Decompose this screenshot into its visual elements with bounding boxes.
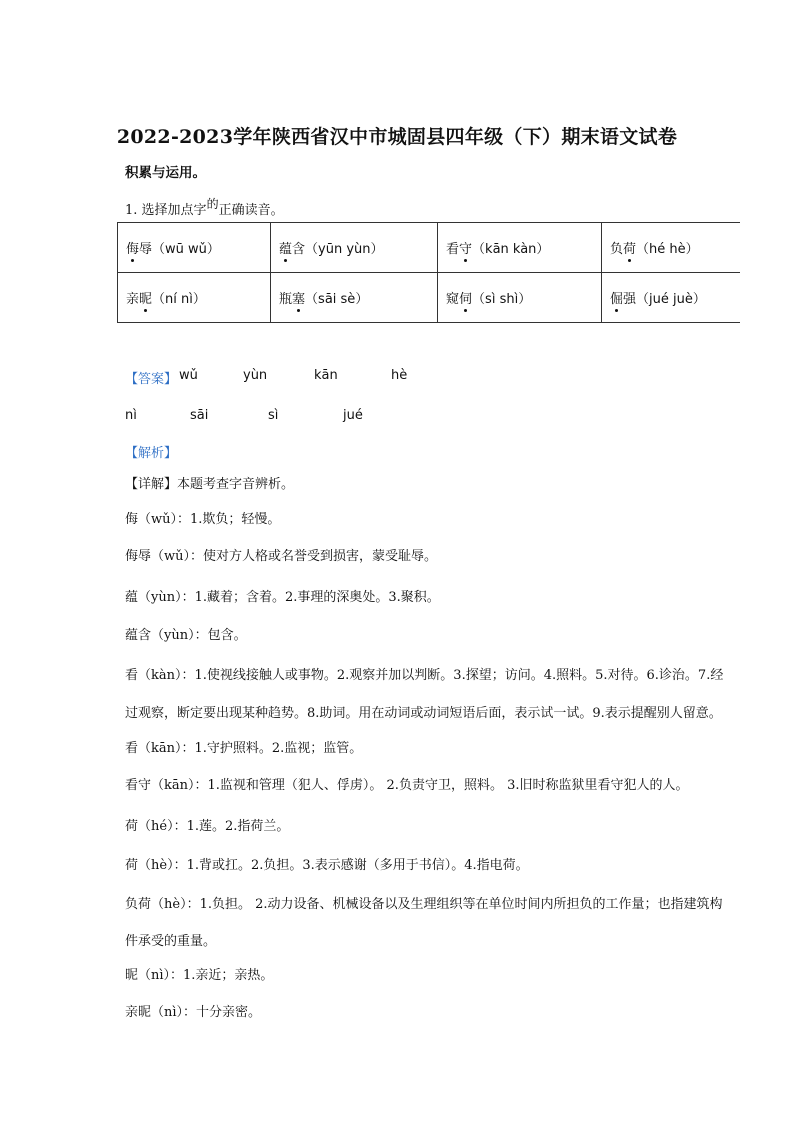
analysis-line: 蕴（yùn）：1.藏着；含着。2.事理的深奥处。3.聚积。 [125, 590, 440, 605]
answer-4: hè [391, 368, 408, 383]
dotted-char: 昵 [139, 288, 152, 307]
dotted-char: 蕴 [279, 238, 292, 257]
cell-pre: 亲 [126, 292, 140, 307]
analysis-line: 看（kān）：1.守护照料。2.监视；监管。 [125, 741, 363, 756]
table-cell [271, 223, 438, 273]
answer-line-1 [125, 368, 177, 387]
cell-close: ） [355, 292, 369, 307]
answer-8: jué [343, 408, 363, 423]
detail-line [125, 473, 294, 492]
table-row [118, 223, 741, 273]
document-title: 2022-2023学年陕西省汉中市城固县四年级（下）期末语文试卷 [116, 126, 678, 148]
cell-text: 含（ [292, 242, 319, 257]
cell-close: ） [685, 242, 699, 257]
cell-text: （ [472, 292, 486, 307]
cell-close: ） [692, 292, 706, 307]
answer-7: sì [268, 408, 279, 423]
question-1 [125, 199, 284, 218]
cell-pinyin: yūn yùn [318, 242, 371, 257]
cell-pinyin: jué juè [649, 292, 693, 307]
detail-text: 本题考查字音辨析。 [177, 477, 295, 492]
table-cell [118, 223, 271, 273]
table-cell [118, 273, 271, 323]
dotted-char: 侮 [126, 238, 139, 257]
analysis-line: 亲昵（nì）：十分亲密。 [125, 1005, 262, 1020]
pinyin-choice-table [117, 222, 740, 323]
answer-1: wǔ [179, 368, 198, 383]
cell-close: ） [206, 242, 220, 257]
table-cell [602, 223, 741, 273]
analysis-line: 看守（kān）：1.监视和管理（犯人、俘虏）。 2.负责守卫，照料。 3.旧时称监狱里看守犯人的人。 [125, 778, 689, 793]
analysis-line: 件承受的重量。 [125, 934, 217, 949]
table-cell [271, 273, 438, 323]
cell-pre: 瓶 [279, 292, 293, 307]
cell-text: （ [305, 292, 319, 307]
analysis-line: 过观察，断定要出现某种趋势。8.助词。用在动词或动词短语后面，表示试一试。9.表示提醒别人留意。 [125, 706, 722, 721]
answer-tag: 【答案】 [125, 372, 178, 387]
analysis-line: 侮（wǔ）：1.欺负；轻慢。 [125, 512, 281, 527]
cell-close: ） [536, 242, 550, 257]
cell-text: （ [152, 292, 166, 307]
detail-tag: 【详解】 [125, 477, 178, 492]
dotted-char: 守 [459, 238, 472, 257]
cell-text: 辱（ [139, 242, 166, 257]
cell-pinyin: hé hè [649, 242, 686, 257]
analysis-line: 荷（hé）：1.莲。2.指荷兰。 [125, 819, 290, 834]
cell-close: ） [192, 292, 206, 307]
cell-pinyin: wū wǔ [165, 242, 207, 257]
cell-pre: 负 [610, 242, 624, 257]
cell-text: （ [636, 242, 650, 257]
dotted-char: 塞 [292, 288, 305, 307]
answer-2: yùn [243, 368, 268, 383]
analysis-line: 负荷（hè）：1.负担。 2.动力设备、机械设备以及生理组织等在单位时间内所担负的工作量；也指建筑构 [125, 897, 723, 912]
analysis-tag: 【解析】 [125, 446, 178, 461]
dotted-char: 伺 [459, 288, 472, 307]
section-heading: 积累与运用。 [125, 165, 206, 181]
answer-5: nì [125, 408, 137, 423]
cell-close: ） [518, 292, 532, 307]
cell-pre: 看 [446, 242, 460, 257]
cell-pinyin: kān kàn [485, 242, 537, 257]
question-text-sup: 的 [206, 197, 219, 211]
cell-pinyin: sì shì [485, 292, 519, 307]
table-cell [438, 223, 602, 273]
analysis-line: 侮辱（wǔ）：使对方人格或名誉受到损害，蒙受耻辱。 [125, 549, 438, 564]
cell-pinyin: ní nì [165, 292, 193, 307]
answer-3: kān [314, 368, 338, 383]
question-text-a: 选择加点字 [141, 203, 207, 218]
analysis-line: 看（kàn）：1.使视线接触人或事物。2.观察并加以判断。3.探望；访问。4.照料。5.对待。6.诊治。7.经 [125, 668, 724, 683]
question-text-b: 正确读音。 [218, 203, 284, 218]
table-cell [438, 273, 602, 323]
table-cell [602, 273, 741, 323]
cell-pre: 窥 [446, 292, 460, 307]
dotted-char: 倔 [610, 288, 623, 307]
analysis-line: 荷（hè）：1.背或扛。2.负担。3.表示感谢（多用于书信）。4.指电荷。 [125, 858, 529, 873]
cell-text: 强（ [623, 292, 650, 307]
cell-text: （ [472, 242, 486, 257]
analysis-line: 昵（nì）：1.亲近；亲热。 [125, 968, 274, 983]
table-row [118, 273, 741, 323]
dotted-char: 荷 [623, 238, 636, 257]
question-number: 1. [125, 203, 142, 218]
cell-pinyin: sāi sè [318, 292, 356, 307]
answer-6: sāi [190, 408, 209, 423]
cell-close: ） [370, 242, 384, 257]
analysis-line: 蕴含（yùn）：包含。 [125, 628, 247, 643]
